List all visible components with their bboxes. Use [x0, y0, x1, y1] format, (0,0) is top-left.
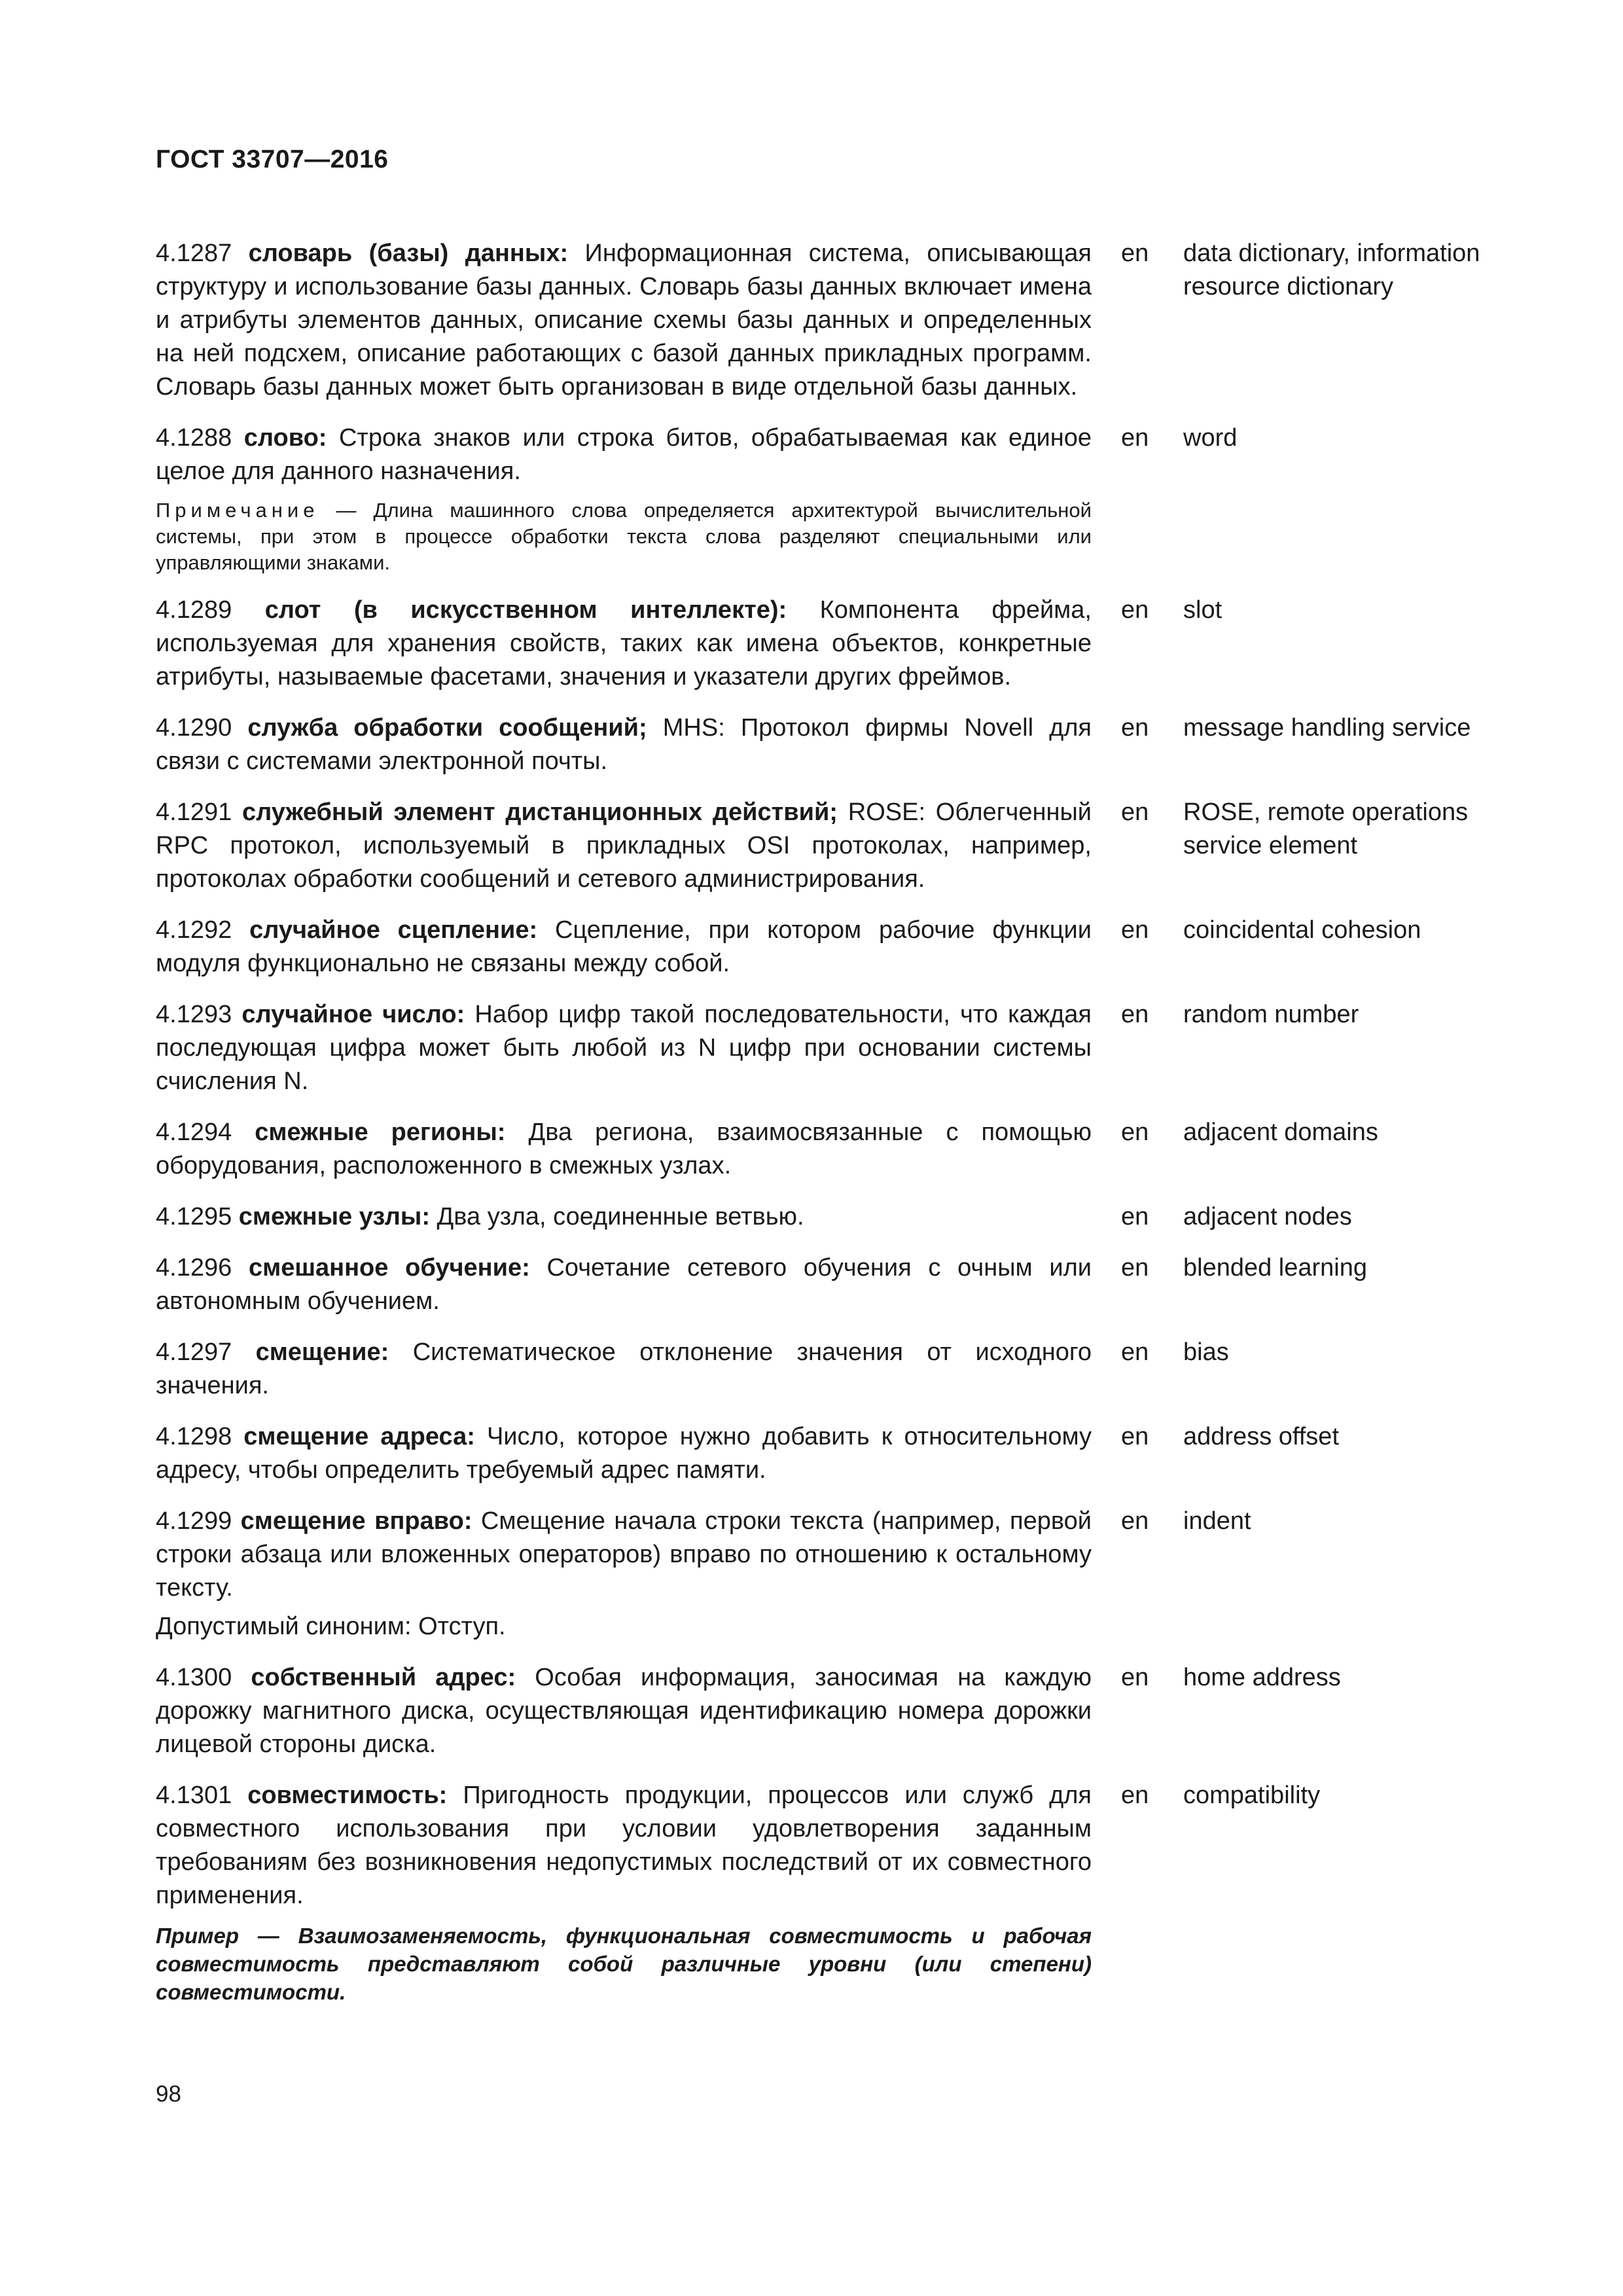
entry-term: смежные узлы: [238, 1203, 430, 1230]
entry-definition: ROSE: Облегченный RPC протокол, используемый в прикладных OSI протоколах, например, протоколах обработки сообщений и сетевого администрирования. [156, 798, 1092, 893]
entry-term: собственный адрес: [251, 1664, 516, 1691]
entry-definition: Два региона, взаимосвязанные с помощью оборудования, расположенного в смежных узлах. [156, 1119, 1092, 1179]
entry-language: en [1121, 1664, 1149, 1691]
entry-english-term: random number [1183, 1001, 1359, 1028]
entry-number: 4.1300 [156, 1664, 232, 1691]
glossary-entries [156, 237, 1478, 2024]
entry-language: en [1121, 916, 1149, 944]
entry-text [156, 1779, 1092, 1912]
entry-number: 4.1293 [156, 1001, 232, 1028]
entry-language: en [1121, 240, 1149, 267]
glossary-entry [156, 796, 1478, 896]
entry-term: случайное число: [241, 1001, 465, 1028]
glossary-entry [156, 594, 1478, 694]
entry-language: en [1121, 1001, 1149, 1028]
entry-number: 4.1299 [156, 1507, 232, 1535]
entry-english-term: home address [1183, 1664, 1341, 1691]
entry-term: служба обработки сообщений; [247, 714, 647, 742]
entry-example: Пример — Взаимозаменяемость, функциональная совместимость и рабочая совместимость представляют собой различные уровни (или степени) совместимости. [156, 1924, 1092, 2004]
entry-number: 4.1298 [156, 1423, 232, 1450]
glossary-entry [156, 422, 1478, 576]
entry-english-term: bias [1183, 1338, 1229, 1366]
entry-language: en [1121, 596, 1149, 624]
entry-definition: MHS: Протокол фирмы Novell для связи с системами электронной почты. [156, 714, 1092, 775]
entry-text [156, 1251, 1092, 1318]
entry-text [156, 237, 1092, 404]
entry-number: 4.1295 [156, 1203, 232, 1230]
entry-definition: Компонента фрейма, используемая для хранения свойств, таких как имена объектов, конкретные атрибуты, называемые фасетами, значения и указатели других фреймов. [156, 596, 1092, 691]
entry-language: en [1121, 1423, 1149, 1450]
glossary-entry [156, 998, 1478, 1098]
entry-definition: Набор цифр такой последовательности, что каждая последующая цифра может быть любой из N цифр при основании системы счисления N. [156, 1001, 1092, 1095]
entry-text [156, 1505, 1092, 1605]
entry-definition: Сочетание сетевого обучения с очным или автономным обучением. [156, 1254, 1092, 1315]
entry-term: смещение адреса: [243, 1423, 475, 1450]
entry-number: 4.1290 [156, 714, 232, 742]
entry-text [156, 914, 1092, 980]
entry-term: служебный элемент дистанционных действий; [242, 798, 838, 826]
entry-definition: Сцепление, при котором рабочие функции модуля функционально не связаны между собой. [156, 916, 1092, 977]
entry-text [156, 1116, 1092, 1183]
glossary-entry [156, 1420, 1478, 1487]
entry-term: слот (в искусственном интеллекте): [264, 596, 787, 624]
entry-term: словарь (базы) данных: [248, 240, 569, 267]
entry-term: слово: [243, 424, 327, 452]
entry-english-term: indent [1183, 1507, 1251, 1535]
glossary-entry [156, 1116, 1478, 1183]
entry-definition: Смещение начала строки текста (например, первой строки абзаца или вложенных операторов) вправо по отношению к остальному тексту. [156, 1507, 1092, 1602]
entry-language: en [1121, 1203, 1149, 1230]
entry-language: en [1121, 798, 1149, 826]
entry-number: 4.1301 [156, 1782, 232, 1809]
entry-english-term: compatibility [1183, 1782, 1321, 1809]
page-number: 98 [156, 2081, 181, 2107]
entry-term: совместимость: [247, 1782, 448, 1809]
entry-text [156, 1200, 1092, 1234]
entry-text [156, 796, 1092, 896]
entry-language: en [1121, 1254, 1149, 1282]
entry-number: 4.1288 [156, 424, 232, 452]
entry-note [156, 497, 1092, 576]
entry-language: en [1121, 424, 1149, 452]
entry-term: смешанное обучение: [248, 1254, 530, 1282]
entry-text [156, 1661, 1092, 1761]
entry-definition: Информационная система, описывающая структуру и использование базы данных. Словарь базы данных включает имена и атрибуты элементов данных, описание схемы базы данных и определенных на ней подсхем, описание работающих с базой данных прикладных программ. Словарь базы данных может быть организован в виде отдельной базы данных. [156, 240, 1092, 401]
entry-text [156, 1420, 1092, 1487]
glossary-entry [156, 711, 1478, 778]
entry-text [156, 1336, 1092, 1403]
entry-term: смежные регионы: [255, 1119, 506, 1146]
entry-definition: Систематическое отклонение значения от исходного значения. [156, 1338, 1092, 1399]
entry-english-term: blended learning [1183, 1254, 1368, 1282]
entry-text [156, 998, 1092, 1098]
entry-language: en [1121, 1507, 1149, 1535]
entry-term: смещение вправо: [240, 1507, 473, 1535]
entry-synonym: Допустимый синоним: Отступ. [156, 1613, 506, 1640]
entry-english-term: ROSE, remote operations service element [1183, 798, 1469, 859]
entry-english-term: data dictionary, information resource dictionary [1183, 240, 1480, 300]
entry-number: 4.1296 [156, 1254, 232, 1282]
entry-english-term: address offset [1183, 1423, 1340, 1450]
entry-number: 4.1287 [156, 240, 232, 267]
entry-english-term: coincidental cohesion [1183, 916, 1421, 944]
entry-number: 4.1294 [156, 1119, 232, 1146]
entry-text [156, 711, 1092, 778]
entry-number: 4.1289 [156, 596, 232, 624]
entry-number: 4.1291 [156, 798, 232, 826]
entry-text [156, 594, 1092, 694]
entry-english-term: word [1183, 424, 1238, 452]
glossary-entry [156, 1251, 1478, 1318]
entry-number: 4.1292 [156, 916, 232, 944]
entry-english-term: adjacent nodes [1183, 1203, 1352, 1230]
entry-english-term: adjacent domains [1183, 1119, 1378, 1146]
glossary-entry [156, 237, 1478, 404]
glossary-entry [156, 1200, 1478, 1234]
entry-english-term: slot [1183, 596, 1222, 624]
entry-english-term: message handling service [1183, 714, 1471, 742]
entry-number: 4.1297 [156, 1338, 232, 1366]
entry-definition: Число, которое нужно добавить к относительному адресу, чтобы определить требуемый адрес памяти. [156, 1423, 1092, 1484]
entry-definition: Два узла, соединенные ветвью. [437, 1203, 804, 1230]
glossary-entry [156, 1336, 1478, 1403]
note-text: — Длина машинного слова определяется архитектурой вычислительной системы, при этом в процессе обработки текста слова разделяют специальными или управляющими знаками. [156, 499, 1092, 574]
entry-language: en [1121, 1782, 1149, 1809]
glossary-entry [156, 914, 1478, 980]
entry-language: en [1121, 714, 1149, 742]
entry-definition: Особая информация, заносимая на каждую дорожку магнитного диска, осуществляющая идентификацию номера дорожки лицевой стороны диска. [156, 1664, 1092, 1758]
entry-term: смещение: [255, 1338, 389, 1366]
entry-text [156, 422, 1092, 488]
entry-term: случайное сцепление: [249, 916, 538, 944]
document-code: ГОСТ 33707—2016 [156, 145, 389, 173]
entry-definition: Строка знаков или строка битов, обрабатываемая как единое целое для данного назначения. [156, 424, 1092, 485]
entry-language: en [1121, 1119, 1149, 1146]
note-label: Примечание [156, 499, 319, 522]
glossary-entry [156, 1661, 1478, 1761]
entry-definition: Пригодность продукции, процессов или служб для совместного использования при условии удовлетворения заданным требованиям без возникновения недопустимых последствий от их совместного применения. [156, 1782, 1092, 1909]
entry-language: en [1121, 1338, 1149, 1366]
glossary-entry [156, 1505, 1478, 1643]
glossary-entry [156, 1779, 1478, 2006]
